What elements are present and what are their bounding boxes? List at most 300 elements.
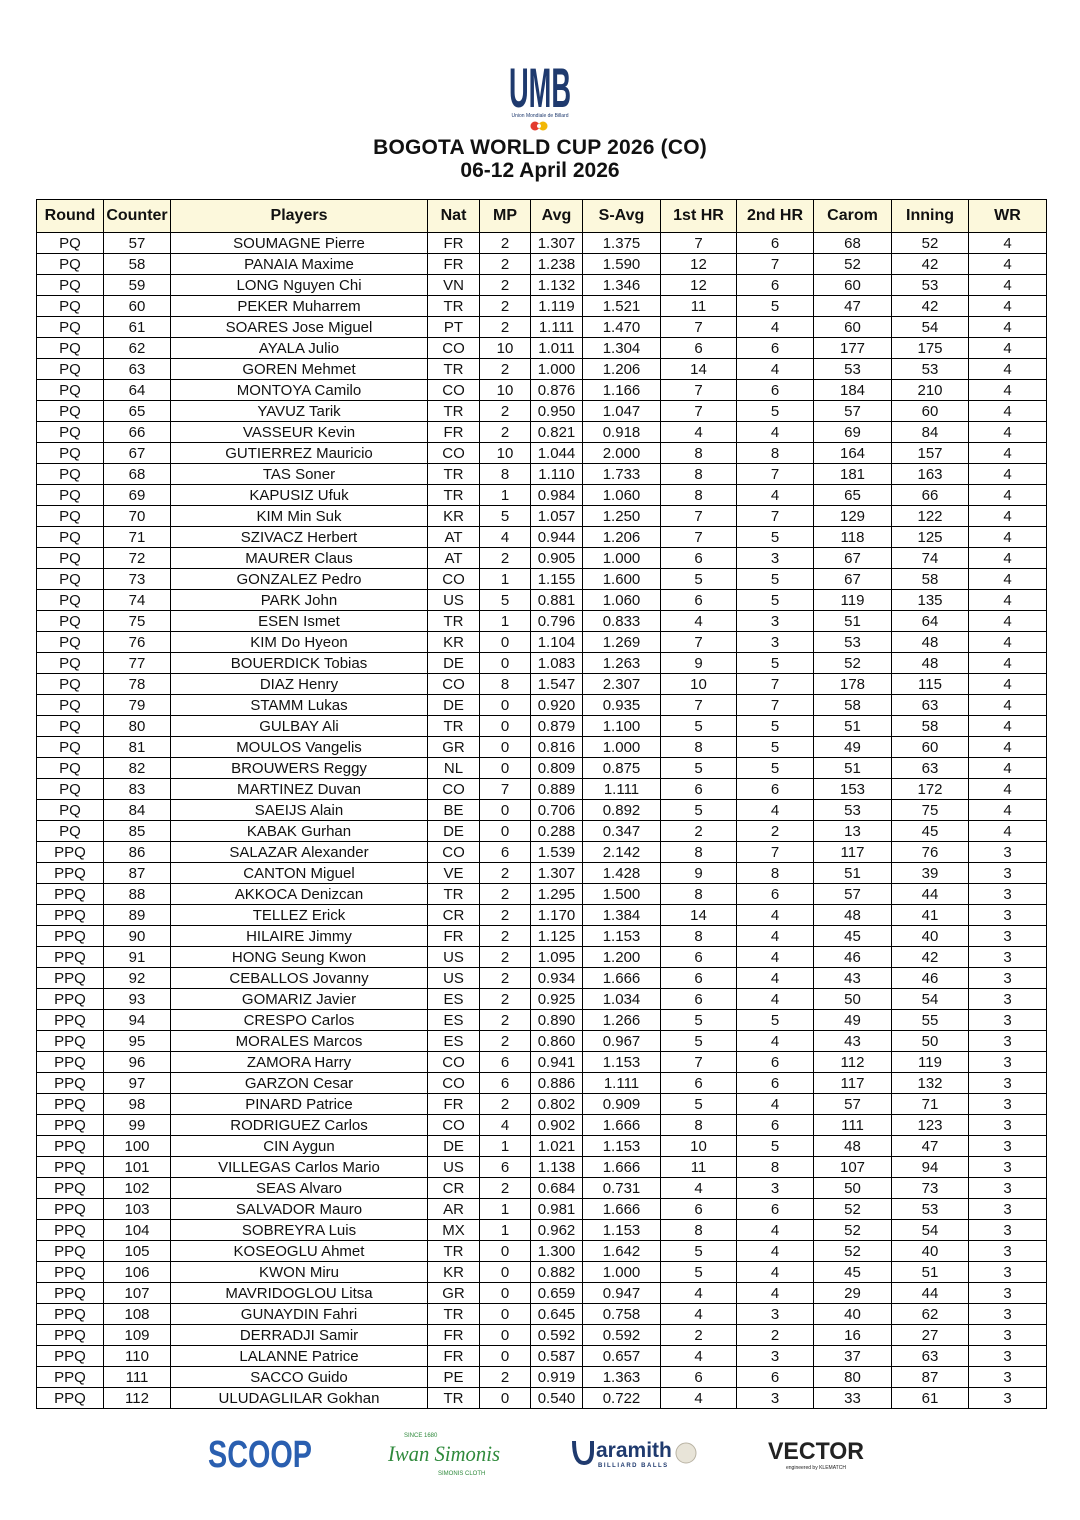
cell-second-hr: 4: [737, 1094, 814, 1115]
cell-wr: 3: [969, 1178, 1047, 1199]
table-row: [37, 716, 1047, 737]
sponsor-bar: [190, 1420, 890, 1486]
cell-round: PQ: [37, 569, 104, 590]
cell-player: VILLEGAS Carlos Mario: [171, 1157, 428, 1178]
cell-nat: CO: [428, 569, 480, 590]
cell-avg: 1.044: [531, 443, 583, 464]
cell-carom: 57: [814, 1094, 892, 1115]
table-row: [37, 905, 1047, 926]
cell-carom: 111: [814, 1115, 892, 1136]
cell-carom: 58: [814, 695, 892, 716]
cell-counter: 65: [104, 401, 171, 422]
column-header-inning: Inning: [892, 200, 969, 233]
cell-avg: 0.919: [531, 1367, 583, 1388]
cell-carom: 50: [814, 1178, 892, 1199]
cell-wr: 3: [969, 1031, 1047, 1052]
table-row: [37, 590, 1047, 611]
cell-round: PPQ: [37, 947, 104, 968]
cell-nat: AT: [428, 527, 480, 548]
cell-player: BOUERDICK Tobias: [171, 653, 428, 674]
cell-round: PPQ: [37, 968, 104, 989]
cell-first-hr: 7: [661, 317, 737, 338]
cell-avg: 1.011: [531, 338, 583, 359]
table-row: [37, 1304, 1047, 1325]
cell-nat: TR: [428, 716, 480, 737]
logo-text: UMB: [509, 56, 571, 119]
cell-s-avg: 1.060: [583, 590, 661, 611]
cell-carom: 107: [814, 1157, 892, 1178]
cell-wr: 4: [969, 695, 1047, 716]
cell-second-hr: 4: [737, 1283, 814, 1304]
table-row: [37, 1220, 1047, 1241]
cell-carom: 50: [814, 989, 892, 1010]
cell-inning: 94: [892, 1157, 969, 1178]
cell-carom: 153: [814, 779, 892, 800]
logo-subtext: Union Mondiale de Billard: [511, 113, 569, 119]
cell-second-hr: 5: [737, 1136, 814, 1157]
table-row: [37, 1157, 1047, 1178]
cell-nat: US: [428, 947, 480, 968]
cell-counter: 111: [104, 1367, 171, 1388]
cell-avg: 0.645: [531, 1304, 583, 1325]
cell-player: HILAIRE Jimmy: [171, 926, 428, 947]
table-row: [37, 674, 1047, 695]
page-title: BOGOTA WORLD CUP 2026 (CO): [373, 136, 707, 159]
cell-first-hr: 5: [661, 800, 737, 821]
cell-mp: 10: [480, 380, 531, 401]
cell-carom: 69: [814, 422, 892, 443]
cell-carom: 48: [814, 905, 892, 926]
cell-player: ESEN Ismet: [171, 611, 428, 632]
table-row: [37, 380, 1047, 401]
cell-nat: CO: [428, 443, 480, 464]
cell-s-avg: 1.166: [583, 380, 661, 401]
cell-nat: DE: [428, 695, 480, 716]
table-row: [37, 1010, 1047, 1031]
cell-round: PPQ: [37, 884, 104, 905]
cell-inning: 53: [892, 359, 969, 380]
cell-inning: 48: [892, 653, 969, 674]
cell-inning: 115: [892, 674, 969, 695]
cell-carom: 47: [814, 296, 892, 317]
cell-mp: 2: [480, 422, 531, 443]
cell-inning: 135: [892, 590, 969, 611]
cell-inning: 157: [892, 443, 969, 464]
aramith-logo-graphic: [570, 1433, 700, 1473]
cell-round: PQ: [37, 359, 104, 380]
cell-s-avg: 0.731: [583, 1178, 661, 1199]
cell-carom: 119: [814, 590, 892, 611]
table-row: [37, 968, 1047, 989]
cell-first-hr: 6: [661, 968, 737, 989]
cell-player: CANTON Miguel: [171, 863, 428, 884]
cell-carom: 43: [814, 968, 892, 989]
cell-nat: TR: [428, 359, 480, 380]
cell-nat: TR: [428, 296, 480, 317]
cell-s-avg: 1.269: [583, 632, 661, 653]
cell-carom: 53: [814, 632, 892, 653]
cell-s-avg: 0.722: [583, 1388, 661, 1409]
cell-mp: 1: [480, 485, 531, 506]
cell-carom: 45: [814, 1262, 892, 1283]
cell-player: MONTOYA Camilo: [171, 380, 428, 401]
cell-player: LALANNE Patrice: [171, 1346, 428, 1367]
cell-player: DIAZ Henry: [171, 674, 428, 695]
vector-logo: [768, 1420, 872, 1486]
table-row: [37, 800, 1047, 821]
cell-inning: 71: [892, 1094, 969, 1115]
table-row: [37, 1073, 1047, 1094]
cell-carom: 49: [814, 1010, 892, 1031]
svg-text:aramith: aramith: [596, 1439, 672, 1462]
column-header-round: Round: [37, 200, 104, 233]
cell-avg: 0.941: [531, 1052, 583, 1073]
cell-avg: 1.238: [531, 254, 583, 275]
cell-inning: 163: [892, 464, 969, 485]
cell-second-hr: 4: [737, 989, 814, 1010]
cell-first-hr: 2: [661, 1325, 737, 1346]
cell-second-hr: 3: [737, 1388, 814, 1409]
cell-round: PQ: [37, 296, 104, 317]
cell-carom: 33: [814, 1388, 892, 1409]
cell-nat: KR: [428, 632, 480, 653]
cell-second-hr: 8: [737, 443, 814, 464]
cell-inning: 73: [892, 1178, 969, 1199]
cell-first-hr: 5: [661, 1031, 737, 1052]
cell-carom: 117: [814, 842, 892, 863]
cell-wr: 4: [969, 338, 1047, 359]
cell-round: PQ: [37, 401, 104, 422]
table-row: [37, 254, 1047, 275]
cell-first-hr: 6: [661, 590, 737, 611]
cell-round: PPQ: [37, 863, 104, 884]
cell-inning: 63: [892, 758, 969, 779]
cell-first-hr: 8: [661, 485, 737, 506]
cell-wr: 4: [969, 611, 1047, 632]
cell-nat: ES: [428, 989, 480, 1010]
table-row: [37, 821, 1047, 842]
cell-carom: 16: [814, 1325, 892, 1346]
aramith-mark-icon: [574, 1441, 592, 1463]
cell-second-hr: 4: [737, 947, 814, 968]
cell-s-avg: 1.153: [583, 1220, 661, 1241]
cell-second-hr: 6: [737, 1052, 814, 1073]
cell-inning: 61: [892, 1388, 969, 1409]
cell-avg: 0.684: [531, 1178, 583, 1199]
vector-logo-graphic: [768, 1433, 872, 1473]
cell-first-hr: 5: [661, 569, 737, 590]
cell-counter: 81: [104, 737, 171, 758]
cell-nat: CO: [428, 779, 480, 800]
cell-wr: 3: [969, 1283, 1047, 1304]
cell-inning: 54: [892, 317, 969, 338]
cell-mp: 2: [480, 1367, 531, 1388]
cell-carom: 51: [814, 611, 892, 632]
cell-counter: 98: [104, 1094, 171, 1115]
cell-avg: 0.659: [531, 1283, 583, 1304]
cell-round: PQ: [37, 758, 104, 779]
cell-first-hr: 10: [661, 674, 737, 695]
cell-counter: 91: [104, 947, 171, 968]
cell-counter: 93: [104, 989, 171, 1010]
cell-player: SOBREYRA Luis: [171, 1220, 428, 1241]
cell-mp: 2: [480, 947, 531, 968]
cell-counter: 88: [104, 884, 171, 905]
cell-second-hr: 6: [737, 338, 814, 359]
cell-inning: 122: [892, 506, 969, 527]
cell-round: PPQ: [37, 1220, 104, 1241]
cell-mp: 8: [480, 464, 531, 485]
cell-s-avg: 1.000: [583, 548, 661, 569]
cell-round: PPQ: [37, 926, 104, 947]
cell-round: PPQ: [37, 1031, 104, 1052]
cell-carom: 112: [814, 1052, 892, 1073]
cell-counter: 60: [104, 296, 171, 317]
scoop-logo: [208, 1420, 318, 1486]
cell-carom: 57: [814, 401, 892, 422]
cell-player: YAVUZ Tarik: [171, 401, 428, 422]
cell-avg: 1.125: [531, 926, 583, 947]
cell-inning: 175: [892, 338, 969, 359]
cell-counter: 64: [104, 380, 171, 401]
cell-nat: TR: [428, 485, 480, 506]
cell-carom: 65: [814, 485, 892, 506]
cell-first-hr: 11: [661, 296, 737, 317]
cell-counter: 57: [104, 233, 171, 254]
cell-avg: 1.110: [531, 464, 583, 485]
cell-round: PQ: [37, 611, 104, 632]
cell-s-avg: 2.307: [583, 674, 661, 695]
column-header-nat: Nat: [428, 200, 480, 233]
cell-carom: 51: [814, 863, 892, 884]
table-row: [37, 1115, 1047, 1136]
cell-wr: 3: [969, 1220, 1047, 1241]
column-header-s-avg: S-Avg: [583, 200, 661, 233]
cell-mp: 2: [480, 317, 531, 338]
cell-nat: AR: [428, 1199, 480, 1220]
cell-nat: PE: [428, 1367, 480, 1388]
cell-second-hr: 5: [737, 1010, 814, 1031]
cell-inning: 40: [892, 926, 969, 947]
table-header-row: [37, 200, 1047, 233]
cell-mp: 0: [480, 1325, 531, 1346]
cell-first-hr: 6: [661, 779, 737, 800]
cell-counter: 77: [104, 653, 171, 674]
cell-second-hr: 5: [737, 737, 814, 758]
cell-first-hr: 8: [661, 1115, 737, 1136]
cell-s-avg: 0.875: [583, 758, 661, 779]
cell-counter: 66: [104, 422, 171, 443]
cell-mp: 0: [480, 1241, 531, 1262]
cell-mp: 5: [480, 506, 531, 527]
cell-second-hr: 7: [737, 695, 814, 716]
table-row: [37, 695, 1047, 716]
cell-carom: 51: [814, 758, 892, 779]
svg-text:SINCE 1680: SINCE 1680: [404, 1433, 438, 1439]
cell-second-hr: 4: [737, 1241, 814, 1262]
cell-carom: 177: [814, 338, 892, 359]
cell-nat: KR: [428, 506, 480, 527]
cell-carom: 118: [814, 527, 892, 548]
cell-avg: 1.057: [531, 506, 583, 527]
cell-carom: 53: [814, 800, 892, 821]
cell-wr: 3: [969, 1388, 1047, 1409]
table-row: [37, 779, 1047, 800]
cell-round: PPQ: [37, 1241, 104, 1262]
table-row: [37, 275, 1047, 296]
cell-nat: FR: [428, 233, 480, 254]
cell-counter: 62: [104, 338, 171, 359]
cell-first-hr: 8: [661, 1220, 737, 1241]
cell-round: PQ: [37, 506, 104, 527]
cell-first-hr: 8: [661, 737, 737, 758]
cell-first-hr: 6: [661, 1367, 737, 1388]
cell-counter: 87: [104, 863, 171, 884]
column-header-wr: WR: [969, 200, 1047, 233]
cell-avg: 0.879: [531, 716, 583, 737]
cell-carom: 164: [814, 443, 892, 464]
cell-avg: 0.984: [531, 485, 583, 506]
cell-player: KIM Min Suk: [171, 506, 428, 527]
cell-avg: 1.000: [531, 359, 583, 380]
table-row: [37, 737, 1047, 758]
cell-wr: 4: [969, 296, 1047, 317]
cell-first-hr: 4: [661, 1346, 737, 1367]
cell-counter: 109: [104, 1325, 171, 1346]
cell-nat: ES: [428, 1010, 480, 1031]
cell-wr: 4: [969, 275, 1047, 296]
table-row: [37, 1325, 1047, 1346]
column-header-counter: Counter: [104, 200, 171, 233]
cell-mp: 0: [480, 695, 531, 716]
cell-s-avg: 1.060: [583, 485, 661, 506]
cell-avg: 1.138: [531, 1157, 583, 1178]
cell-first-hr: 8: [661, 842, 737, 863]
cell-carom: 49: [814, 737, 892, 758]
cell-inning: 63: [892, 1346, 969, 1367]
cell-avg: 0.802: [531, 1094, 583, 1115]
cell-wr: 3: [969, 1304, 1047, 1325]
cell-nat: TR: [428, 464, 480, 485]
cell-inning: 132: [892, 1073, 969, 1094]
cell-wr: 4: [969, 821, 1047, 842]
cell-mp: 1: [480, 611, 531, 632]
cell-s-avg: 1.384: [583, 905, 661, 926]
cell-inning: 62: [892, 1304, 969, 1325]
table-row: [37, 653, 1047, 674]
cell-mp: 2: [480, 548, 531, 569]
cell-second-hr: 4: [737, 422, 814, 443]
cell-wr: 4: [969, 317, 1047, 338]
cell-player: VASSEUR Kevin: [171, 422, 428, 443]
cell-mp: 2: [480, 884, 531, 905]
cell-inning: 51: [892, 1262, 969, 1283]
cell-carom: 178: [814, 674, 892, 695]
table-row: [37, 1199, 1047, 1220]
cell-mp: 0: [480, 800, 531, 821]
cell-s-avg: 1.600: [583, 569, 661, 590]
table-row: [37, 758, 1047, 779]
cell-first-hr: 10: [661, 1136, 737, 1157]
cell-mp: 2: [480, 989, 531, 1010]
cell-round: PQ: [37, 527, 104, 548]
cell-round: PPQ: [37, 1157, 104, 1178]
cell-second-hr: 5: [737, 590, 814, 611]
scoop-logo-graphic: [208, 1433, 318, 1473]
cell-avg: 1.539: [531, 842, 583, 863]
cell-inning: 125: [892, 527, 969, 548]
cell-round: PQ: [37, 443, 104, 464]
cell-inning: 75: [892, 800, 969, 821]
cell-nat: VN: [428, 275, 480, 296]
cell-nat: TR: [428, 1241, 480, 1262]
table-row: [37, 842, 1047, 863]
cell-wr: 4: [969, 569, 1047, 590]
cell-player: ULUDAGLILAR Gokhan: [171, 1388, 428, 1409]
cell-counter: 69: [104, 485, 171, 506]
cell-avg: 1.111: [531, 317, 583, 338]
table-row: [37, 464, 1047, 485]
cell-s-avg: 0.967: [583, 1031, 661, 1052]
cell-mp: 2: [480, 275, 531, 296]
cell-player: KOSEOGLU Ahmet: [171, 1241, 428, 1262]
cell-round: PPQ: [37, 1115, 104, 1136]
cell-wr: 3: [969, 884, 1047, 905]
cell-player: GARZON Cesar: [171, 1073, 428, 1094]
cell-s-avg: 1.111: [583, 1073, 661, 1094]
cell-nat: AT: [428, 548, 480, 569]
cell-mp: 2: [480, 296, 531, 317]
cell-mp: 0: [480, 716, 531, 737]
cell-first-hr: 7: [661, 695, 737, 716]
cell-round: PPQ: [37, 1073, 104, 1094]
cell-s-avg: 0.909: [583, 1094, 661, 1115]
cell-mp: 1: [480, 1199, 531, 1220]
cell-counter: 108: [104, 1304, 171, 1325]
cell-wr: 4: [969, 254, 1047, 275]
cell-nat: CO: [428, 842, 480, 863]
cell-inning: 63: [892, 695, 969, 716]
cell-counter: 110: [104, 1346, 171, 1367]
cell-first-hr: 5: [661, 1262, 737, 1283]
cell-counter: 86: [104, 842, 171, 863]
cell-second-hr: 7: [737, 842, 814, 863]
cell-mp: 1: [480, 1136, 531, 1157]
cell-second-hr: 6: [737, 1115, 814, 1136]
column-header-mp: MP: [480, 200, 531, 233]
cell-round: PPQ: [37, 842, 104, 863]
cell-avg: 0.950: [531, 401, 583, 422]
cell-player: BROUWERS Reggy: [171, 758, 428, 779]
results-table: [36, 199, 1047, 1409]
table-row: [37, 1241, 1047, 1262]
cell-avg: 0.962: [531, 1220, 583, 1241]
cell-mp: 2: [480, 1094, 531, 1115]
table-row: [37, 569, 1047, 590]
cell-s-avg: 1.100: [583, 716, 661, 737]
cell-nat: CO: [428, 1052, 480, 1073]
cell-first-hr: 4: [661, 1388, 737, 1409]
cell-nat: FR: [428, 1325, 480, 1346]
cell-nat: TR: [428, 401, 480, 422]
cell-counter: 112: [104, 1388, 171, 1409]
cell-mp: 10: [480, 443, 531, 464]
cell-s-avg: 1.733: [583, 464, 661, 485]
cell-avg: 0.821: [531, 422, 583, 443]
cell-s-avg: 1.428: [583, 863, 661, 884]
cell-second-hr: 3: [737, 1346, 814, 1367]
cell-mp: 0: [480, 821, 531, 842]
